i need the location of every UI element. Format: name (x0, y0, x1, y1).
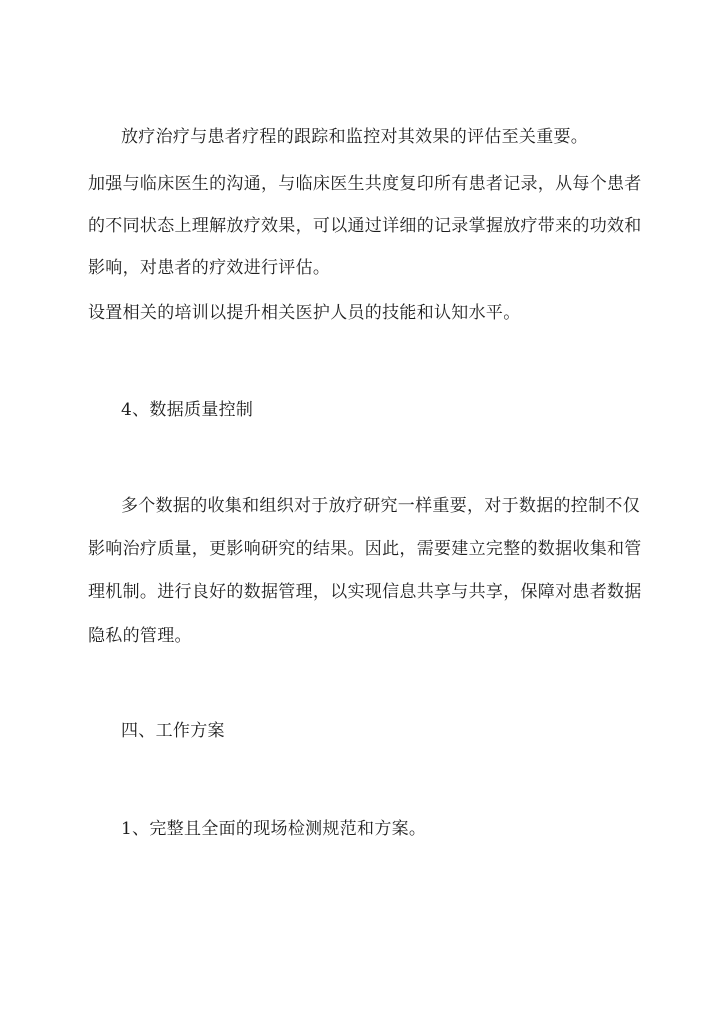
paragraph-line: 多个数据的收集和组织对于放疗研究一样重要，对于数据的控制不仅 (121, 496, 640, 516)
paragraph-line: 影响，对患者的疗效进行评估。 (88, 258, 331, 278)
section-heading: 4、数据质量控制 (121, 400, 254, 420)
paragraph-line: 放疗治疗与患者疗程的跟踪和监控对其效果的评估至关重要。 (121, 127, 589, 147)
paragraph-line: 设置相关的培训以提升相关医护人员的技能和认知水平。 (88, 303, 521, 323)
section-heading: 四、工作方案 (121, 721, 225, 741)
paragraph-line: 理机制。进行良好的数据管理，以实现信息共享与共享，保障对患者数据 (88, 582, 642, 602)
paragraph-line: 的不同状态上理解放疗效果，可以通过详细的记录掌握放疗带来的功效和 (88, 216, 642, 236)
paragraph-line: 影响治疗质量，更影响研究的结果。因此，需要建立完整的数据收集和管 (88, 539, 642, 559)
subsection-heading: 1、完整且全面的现场检测规范和方案。 (121, 819, 427, 839)
paragraph-line: 隐私的管理。 (88, 626, 192, 646)
paragraph-line: 加强与临床医生的沟通，与临床医生共度复印所有患者记录，从每个患者 (88, 174, 642, 194)
